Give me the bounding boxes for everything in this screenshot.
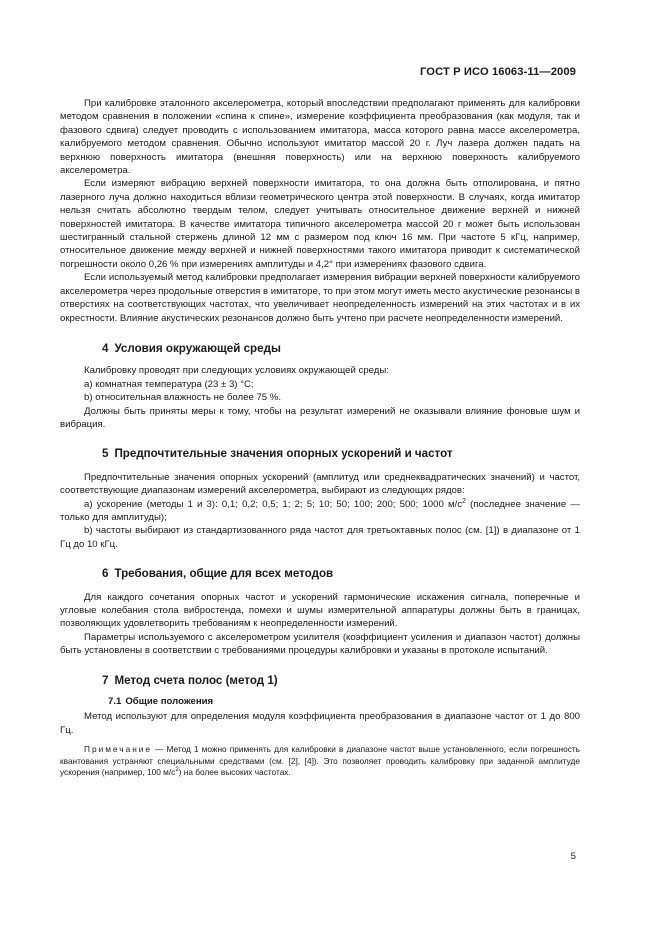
section-5-item-b: b) частоты выбирают из стандартизованного ряда частот для третьоктавных полос (см. [1]) в диапазоне от 1 Гц до 10 кГц. [60,525,580,550]
section-7-title: Метод счета полос (метод 1) [114,673,278,687]
section-5-item-a-text: а) ускорение (методы 1 и 3): 0,1; 0,2; 0,5; 1; 2; 5; 10; 50; 100; 200; 500; 1000 м/с [84,498,463,510]
section-4-lead: Калибровку проводят при следующих условиях окружающей среды: [84,365,389,377]
note-superscript: 2 [175,767,179,774]
section-4-item-b: b) относительная влажность не более 75 %. [84,392,281,404]
section-5-number: 5 [102,447,109,461]
subsection-7-1-title: Общие положения [125,696,214,708]
section-6-title: Требования, общие для всех методов [114,567,334,581]
section-4-title: Условия окружающей среды [114,341,281,355]
subsection-7-1-paragraph: Метод используют для определения модуля коэффициента преобразования в диапазоне частот от 1 до 800 Гц. [60,711,580,736]
section-6-number: 6 [102,567,109,581]
section-5-item-a [60,498,580,525]
section-5-lead: Предпочтительные значения опорных ускорений (амплитуд или среднеквадратических значений) и частот, соответствующие диапазонам измерений акселерометра, выбирают из следующих рядов: [60,471,580,497]
section-4-item-a: а) комнатная температура (23 ± 3) °С; [84,378,254,390]
subsection-7-1-heading [60,695,580,708]
section-5-item-a-tail: (последнее значение — только для амплитуды); [60,498,580,523]
section-5-heading [60,447,580,460]
note-text: — Метод 1 можно применять для калибровки в диапазоне частот выше установленного, если погрешность квантования устраняют специальными средствами (см. [2], [4]). Это позволяет проводить калибровку при заданной амплитуде ускорения (например, 100 м/с [60,744,580,778]
section-6-heading [60,567,580,580]
section-4-heading [60,342,580,355]
document-code-header: ГОСТ Р ИСО 16063-11—2009 [420,66,576,78]
section-6-paragraph-2: Параметры используемого с акселерометром усилителя (коэффициент усиления и диапазон частот) должны быть установлены в соответствии с требованиями процедуры калибровки и указаны в протоколе испытаний. [60,631,580,657]
section-5-title: Предпочтительные значения опорных ускорений и частот [114,447,453,461]
section-6-paragraph-1: Для каждого сочетания опорных частот и ускорений гармонические искажения сигнала, поперечные и угловые колебания стола вибростенда, помехи и шумы измерительной аппаратуры должны быть в границах, позволяющих удовлетворить требованиям к неопределенности измерений. [60,591,580,630]
subsection-7-1-number: 7.1 [108,696,122,708]
section-4-number: 4 [102,341,109,355]
paragraph-intro-1: При калибровке эталонного акселерометра, который впоследствии предполагают применять для калибровки методом сравнения в положении «спина к спине», измерение коэффициента преобразования (как модуля, так и фазового сдвига) следует проводить с использованием имитатора, масса которого равна массе акселерометра, калибруемого методом сравнения. Обычно используют имитатор массой 20 г. Луч лазера должен падать на верхнюю поверхность имитатора (внешняя поверхность) или на верхнюю поверхность калибруемого акселерометра. [60,98,580,177]
section-5-item-a-superscript: 2 [462,497,466,505]
paragraph-intro-3: Если используемый метод калибровки предполагает измерения вибрации верхней поверхности калибруемого акселерометра через продольные отверстия в имитаторе, то при этом могут иметь место акустические резонансы в отверстиях на соответствующих частотах, что увеличивает неопределенность измерений на этих частотах и в их окрестности. Влияние акустических резонансов должно быть учтено при расчете неопределенности измерений. [60,272,580,324]
section-7-number: 7 [102,673,109,687]
section-7-heading [60,674,580,687]
section-4-closing: Должны быть приняты меры к тому, чтобы на результат измерений не оказывали влияние фоновые шум и вибрация. [60,405,580,430]
note-paragraph [60,744,580,779]
note-text-tail: ) на более высоких частотах. [178,767,291,778]
paragraph-intro-2: Если измеряют вибрацию верхней поверхности имитатора, то она должна быть отполирована, и пятно лазерного луча должно находиться вблизи геометрического центра этой поверхности. В случаях, когда имитатор нельзя считать абсолютно твердым телом, следует учитывать относительное движение верхней и нижней поверхностей имитатора. В качестве имитатора типичного акселерометра массой 20 г может быть использован шестигранный стальной стержень длиной 12 мм с размером под ключ 16 мм. При частоте 5 кГц, например, относительное движение между верхней и нижней поверхностями такого имитатора приводит к систематической погрешности около 0,26 % при измерениях амплитуды и 4,2° при измерениях фазового сдвига. [60,178,580,270]
note-label: Примечание [84,744,153,755]
page-content [60,97,580,779]
page-number: 5 [570,851,576,862]
